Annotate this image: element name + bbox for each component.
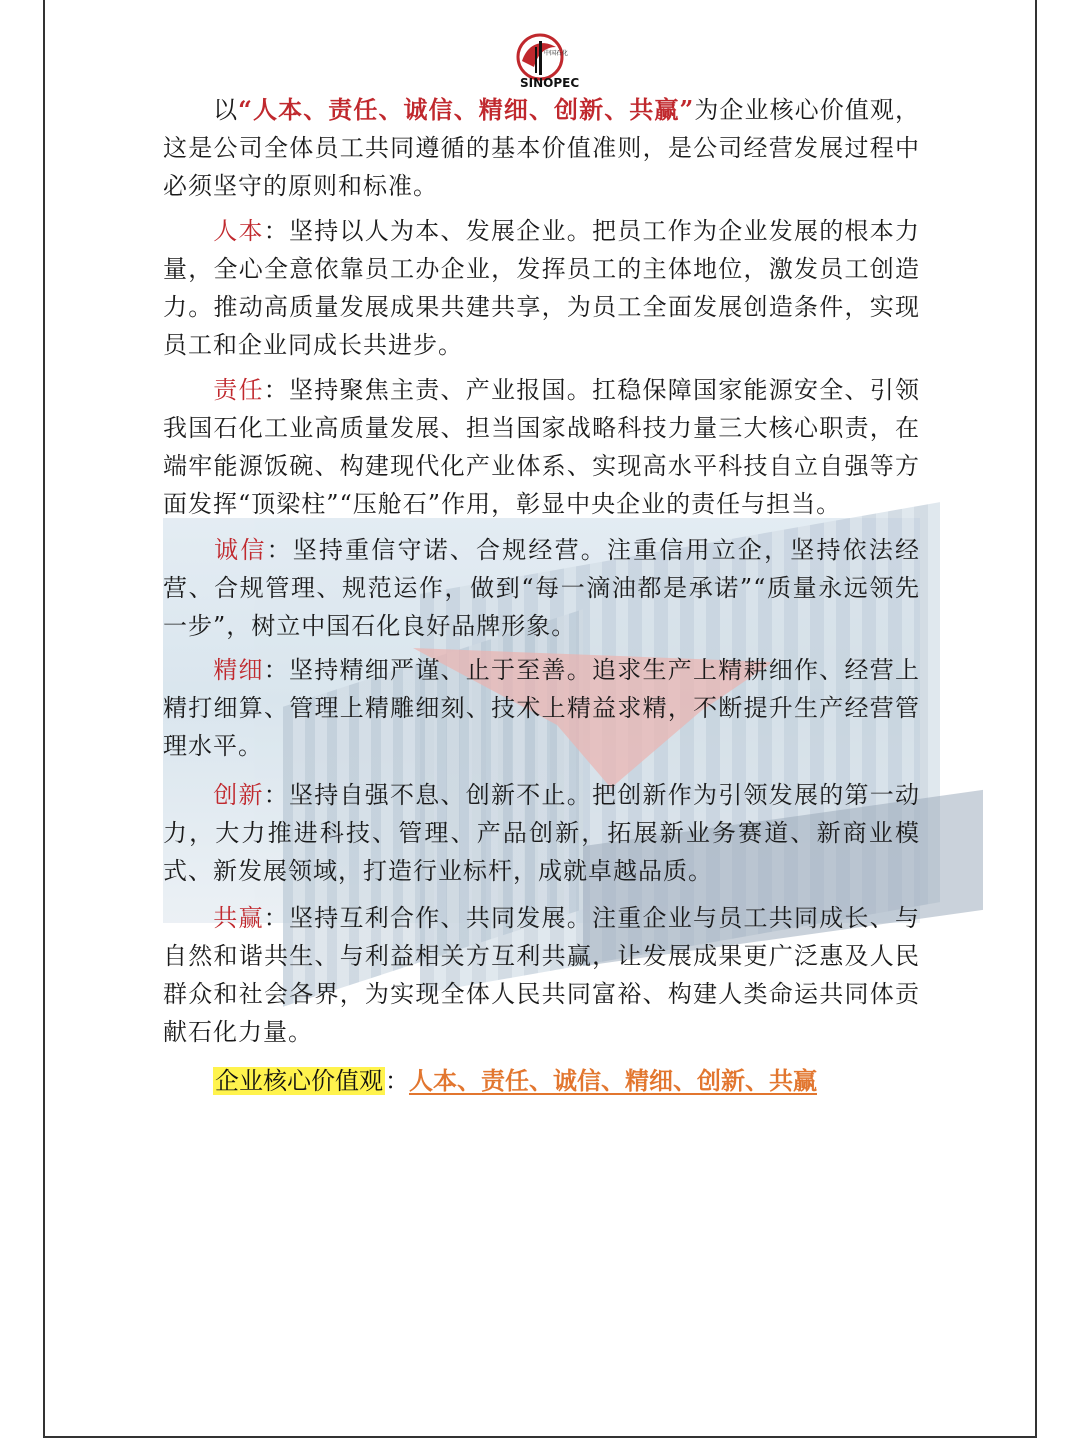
intro-text: 为企业核心价值观，这是公司全体员工共同遵循的基本价值准则，是公司经营发展过程中必须坚守的原则和标准。 bbox=[163, 96, 921, 200]
section-zeren bbox=[163, 371, 920, 523]
section-text: 坚持自强不息、创新不止。把创新作为引领发展的第一动力，大力推进科技、管理、产品创新，拓展新业务赛道、新商业模式、新发展领域，打造行业标杆，成就卓越品质。 bbox=[163, 781, 920, 885]
section-term: 责任 bbox=[213, 376, 264, 404]
intro-prefix: 以 bbox=[213, 96, 239, 124]
core-values-summary bbox=[213, 1062, 817, 1100]
section-text: 坚持聚焦主责、产业报国。扛稳保障国家能源安全、引领我国石化工业高质量发展、担当国家战略科技力量三大核心职责，在端牢能源饭碗、构建现代化产业体系、实现高水平科技自立自强等方面发挥“顶梁柱”“压舱石”作用，彰显中央企业的责任与担当。 bbox=[163, 376, 920, 518]
intro-core-values: “人本、责任、诚信、精细、创新、共赢” bbox=[238, 95, 695, 124]
section-colon: ： bbox=[263, 781, 289, 809]
section-colon: ： bbox=[263, 217, 289, 245]
section-term: 精细 bbox=[213, 656, 264, 684]
svg-text:SINOPEC: SINOPEC bbox=[520, 76, 580, 90]
section-term: 共赢 bbox=[213, 904, 264, 932]
section-colon: ： bbox=[263, 376, 289, 404]
intro-paragraph bbox=[163, 91, 920, 205]
section-text: 坚持精细严谨、止于至善。追求生产上精耕细作、经营上精打细算、管理上精雕细刻、技术上精益求精，不断提升生产经营管理水平。 bbox=[163, 656, 920, 760]
summary-label: 企业核心价值观 bbox=[215, 1067, 383, 1095]
section-text: 坚持重信守诺、合规经营。注重信用立企，坚持依法经营、合规管理、规范运作，做到“每一滴油都是承诺”“质量永远领先一步”，树立中国石化良好品牌形象。 bbox=[163, 536, 921, 640]
summary-colon: ： bbox=[385, 1067, 409, 1095]
section-chuangxin bbox=[163, 776, 920, 890]
section-colon: ： bbox=[266, 536, 293, 564]
section-colon: ： bbox=[263, 904, 289, 932]
section-text: 坚持互利合作、共同发展。注重企业与员工共同成长、与自然和谐共生、与利益相关方互利共赢，让发展成果更广泛惠及人民群众和社会各界，为实现全体人民共同富裕、构建人类命运共同体贡献石化力量。 bbox=[163, 904, 920, 1046]
sinopec-logo-icon bbox=[512, 33, 580, 90]
section-term: 创新 bbox=[213, 781, 264, 809]
svg-text:中国石化: 中国石化 bbox=[544, 50, 569, 57]
section-chengxin bbox=[163, 531, 920, 645]
section-gongying bbox=[163, 899, 920, 1051]
section-text: 坚持以人为本、发展企业。把员工作为企业发展的根本力量，全心全意依靠员工办企业，发挥员工的主体地位，激发员工创造力。推动高质量发展成果共建共享，为员工全面发展创造条件，实现员工和企业同成长共进步。 bbox=[163, 217, 920, 359]
section-term: 诚信 bbox=[213, 536, 267, 564]
section-colon: ： bbox=[263, 656, 289, 684]
section-renben bbox=[163, 212, 920, 364]
section-term: 人本 bbox=[213, 217, 264, 245]
summary-values: 人本、责任、诚信、精细、创新、共赢 bbox=[409, 1067, 817, 1095]
section-jingxi bbox=[163, 651, 920, 765]
